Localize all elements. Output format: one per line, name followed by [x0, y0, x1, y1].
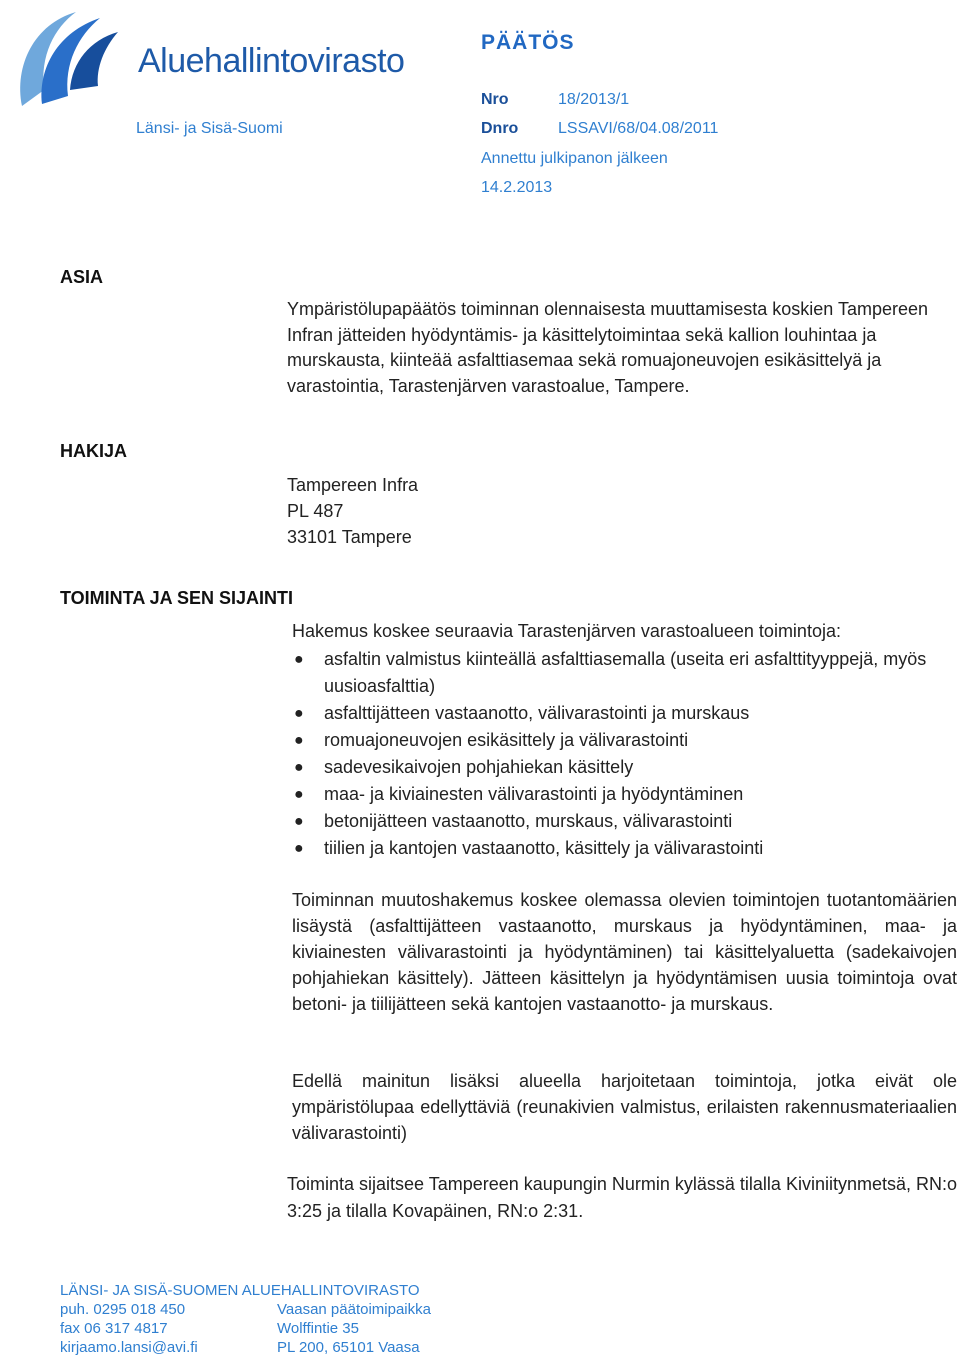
nro-value: 18/2013/1 [558, 91, 630, 108]
dnro-value: LSSAVI/68/04.08/2011 [558, 120, 719, 137]
nro-label: Nro [481, 91, 509, 108]
list-item-text: maa- ja kiviainesten välivarastointi ja hyödyntäminen [324, 784, 744, 804]
logo-swoosh-icon [14, 6, 134, 114]
document-type: PÄÄTÖS [481, 31, 575, 54]
list-item [292, 808, 932, 835]
list-item-text: romuajoneuvojen esikäsittely ja välivarastointi [324, 730, 689, 750]
bullet-icon: ● [294, 705, 304, 722]
list-item [292, 754, 932, 781]
bullet-icon: ● [294, 732, 304, 749]
bullet-icon: ● [294, 759, 304, 776]
hakija-city: 33101 Tampere [287, 527, 412, 547]
footer-phone: puh. 0295 018 450 [60, 1301, 186, 1318]
hakija-pl: PL 487 [287, 501, 344, 521]
dnro-label: Dnro [481, 120, 519, 137]
bullet-icon: ● [294, 651, 304, 668]
footer-email[interactable]: kirjaamo.lansi@avi.fi [60, 1339, 198, 1356]
asia-text: Ympäristölupapäätös toiminnan olennaisesta muuttamisesta koskien Tampereen Infran jätteiden hyödyntämis- ja käsittelytoimintaa sekä kallion louhintaa ja murskausta, kiinteää asfalttiasemaa sekä romuajoneuvojen esikäsittelyä ja varastointia, Tarastenjärven varastoalue, Tampere. [287, 299, 929, 396]
list-item-text: asfalttijätteen vastaanotto, välivarastointi ja murskaus [324, 703, 750, 723]
footer-office: Vaasan päätoimipaikka [277, 1301, 431, 1318]
footer-org: LÄNSI- JA SISÄ-SUOMEN ALUEHALLINTOVIRASTO [60, 1282, 420, 1299]
dnro-row [481, 120, 518, 138]
toiminta-list [292, 646, 932, 862]
list-item [292, 835, 932, 862]
asia-heading: ASIA [60, 267, 104, 287]
hakija-address [287, 472, 418, 550]
toiminta-paragraph-3: Toiminta sijaitsee Tampereen kaupungin Nurmin kylässä tilalla Kiviniitynmetsä, RN:o 3:25 ja tilalla Kovapäinen, RN:o 2:31. [287, 1174, 957, 1221]
toiminta-intro: Hakemus koskee seuraavia Tarastenjärven varastoalueen toimintoja: [292, 621, 841, 641]
list-item [292, 646, 932, 700]
list-item-text: sadevesikaivojen pohjahiekan käsittely [324, 757, 634, 777]
annettu-text: Annettu julkipanon jälkeen [481, 150, 668, 167]
list-item-text: tiilien ja kantojen vastaanotto, käsittely ja välivarastointi [324, 838, 764, 858]
region-name: Länsi- ja Sisä-Suomi [136, 120, 283, 137]
bullet-icon: ● [294, 813, 304, 830]
toiminta-paragraph-1: Toiminnan muutoshakemus koskee olemassa olevien toimintojen tuotantomäärien lisäystä (asfalttijätteen vastaanotto, murskaus ja hyödyntäminen, maa- ja kiviainesten välivarastointi ja hyödyntäminen) tai käsittelyaluetta (sadekaivojen pohjahiekan käsittely). Jätteen käsittelyn ja hyödyntämisen uusia toimintoja ovat betoni- ja tiilijätteen sekä kantojen vastaanotto- ja murskaus. [292, 890, 957, 1014]
list-item [292, 781, 932, 808]
footer-address [277, 1300, 431, 1357]
list-item [292, 700, 932, 727]
nro-row [481, 91, 509, 109]
decision-date: 14.2.2013 [481, 179, 553, 196]
list-item [292, 727, 932, 754]
footer-postal: PL 200, 65101 Vaasa [277, 1339, 420, 1356]
list-item-text: betonijätteen vastaanotto, murskaus, välivarastointi [324, 811, 733, 831]
list-item-text: asfaltin valmistus kiinteällä asfalttiasemalla (useita eri asfalttityyppejä, myös uusioasfalttia) [324, 649, 927, 696]
bullet-icon: ● [294, 840, 304, 857]
toiminta-heading: TOIMINTA JA SEN SIJAINTI [60, 588, 294, 608]
toiminta-paragraph-2: Edellä mainitun lisäksi alueella harjoitetaan toimintoja, jotka eivät ole ympäristölupaa edellyttäviä (reunakivien valmistus, erilaisten rakennusmateriaalien välivarastointi) [292, 1071, 957, 1143]
footer-street: Wolffintie 35 [277, 1320, 359, 1337]
bullet-icon: ● [294, 786, 304, 803]
hakija-name: Tampereen Infra [287, 475, 419, 495]
footer-contacts [60, 1300, 198, 1357]
logo-text: Aluehallintovirasto [138, 42, 405, 80]
footer-fax: fax 06 317 4817 [60, 1320, 168, 1337]
hakija-heading: HAKIJA [60, 441, 128, 461]
